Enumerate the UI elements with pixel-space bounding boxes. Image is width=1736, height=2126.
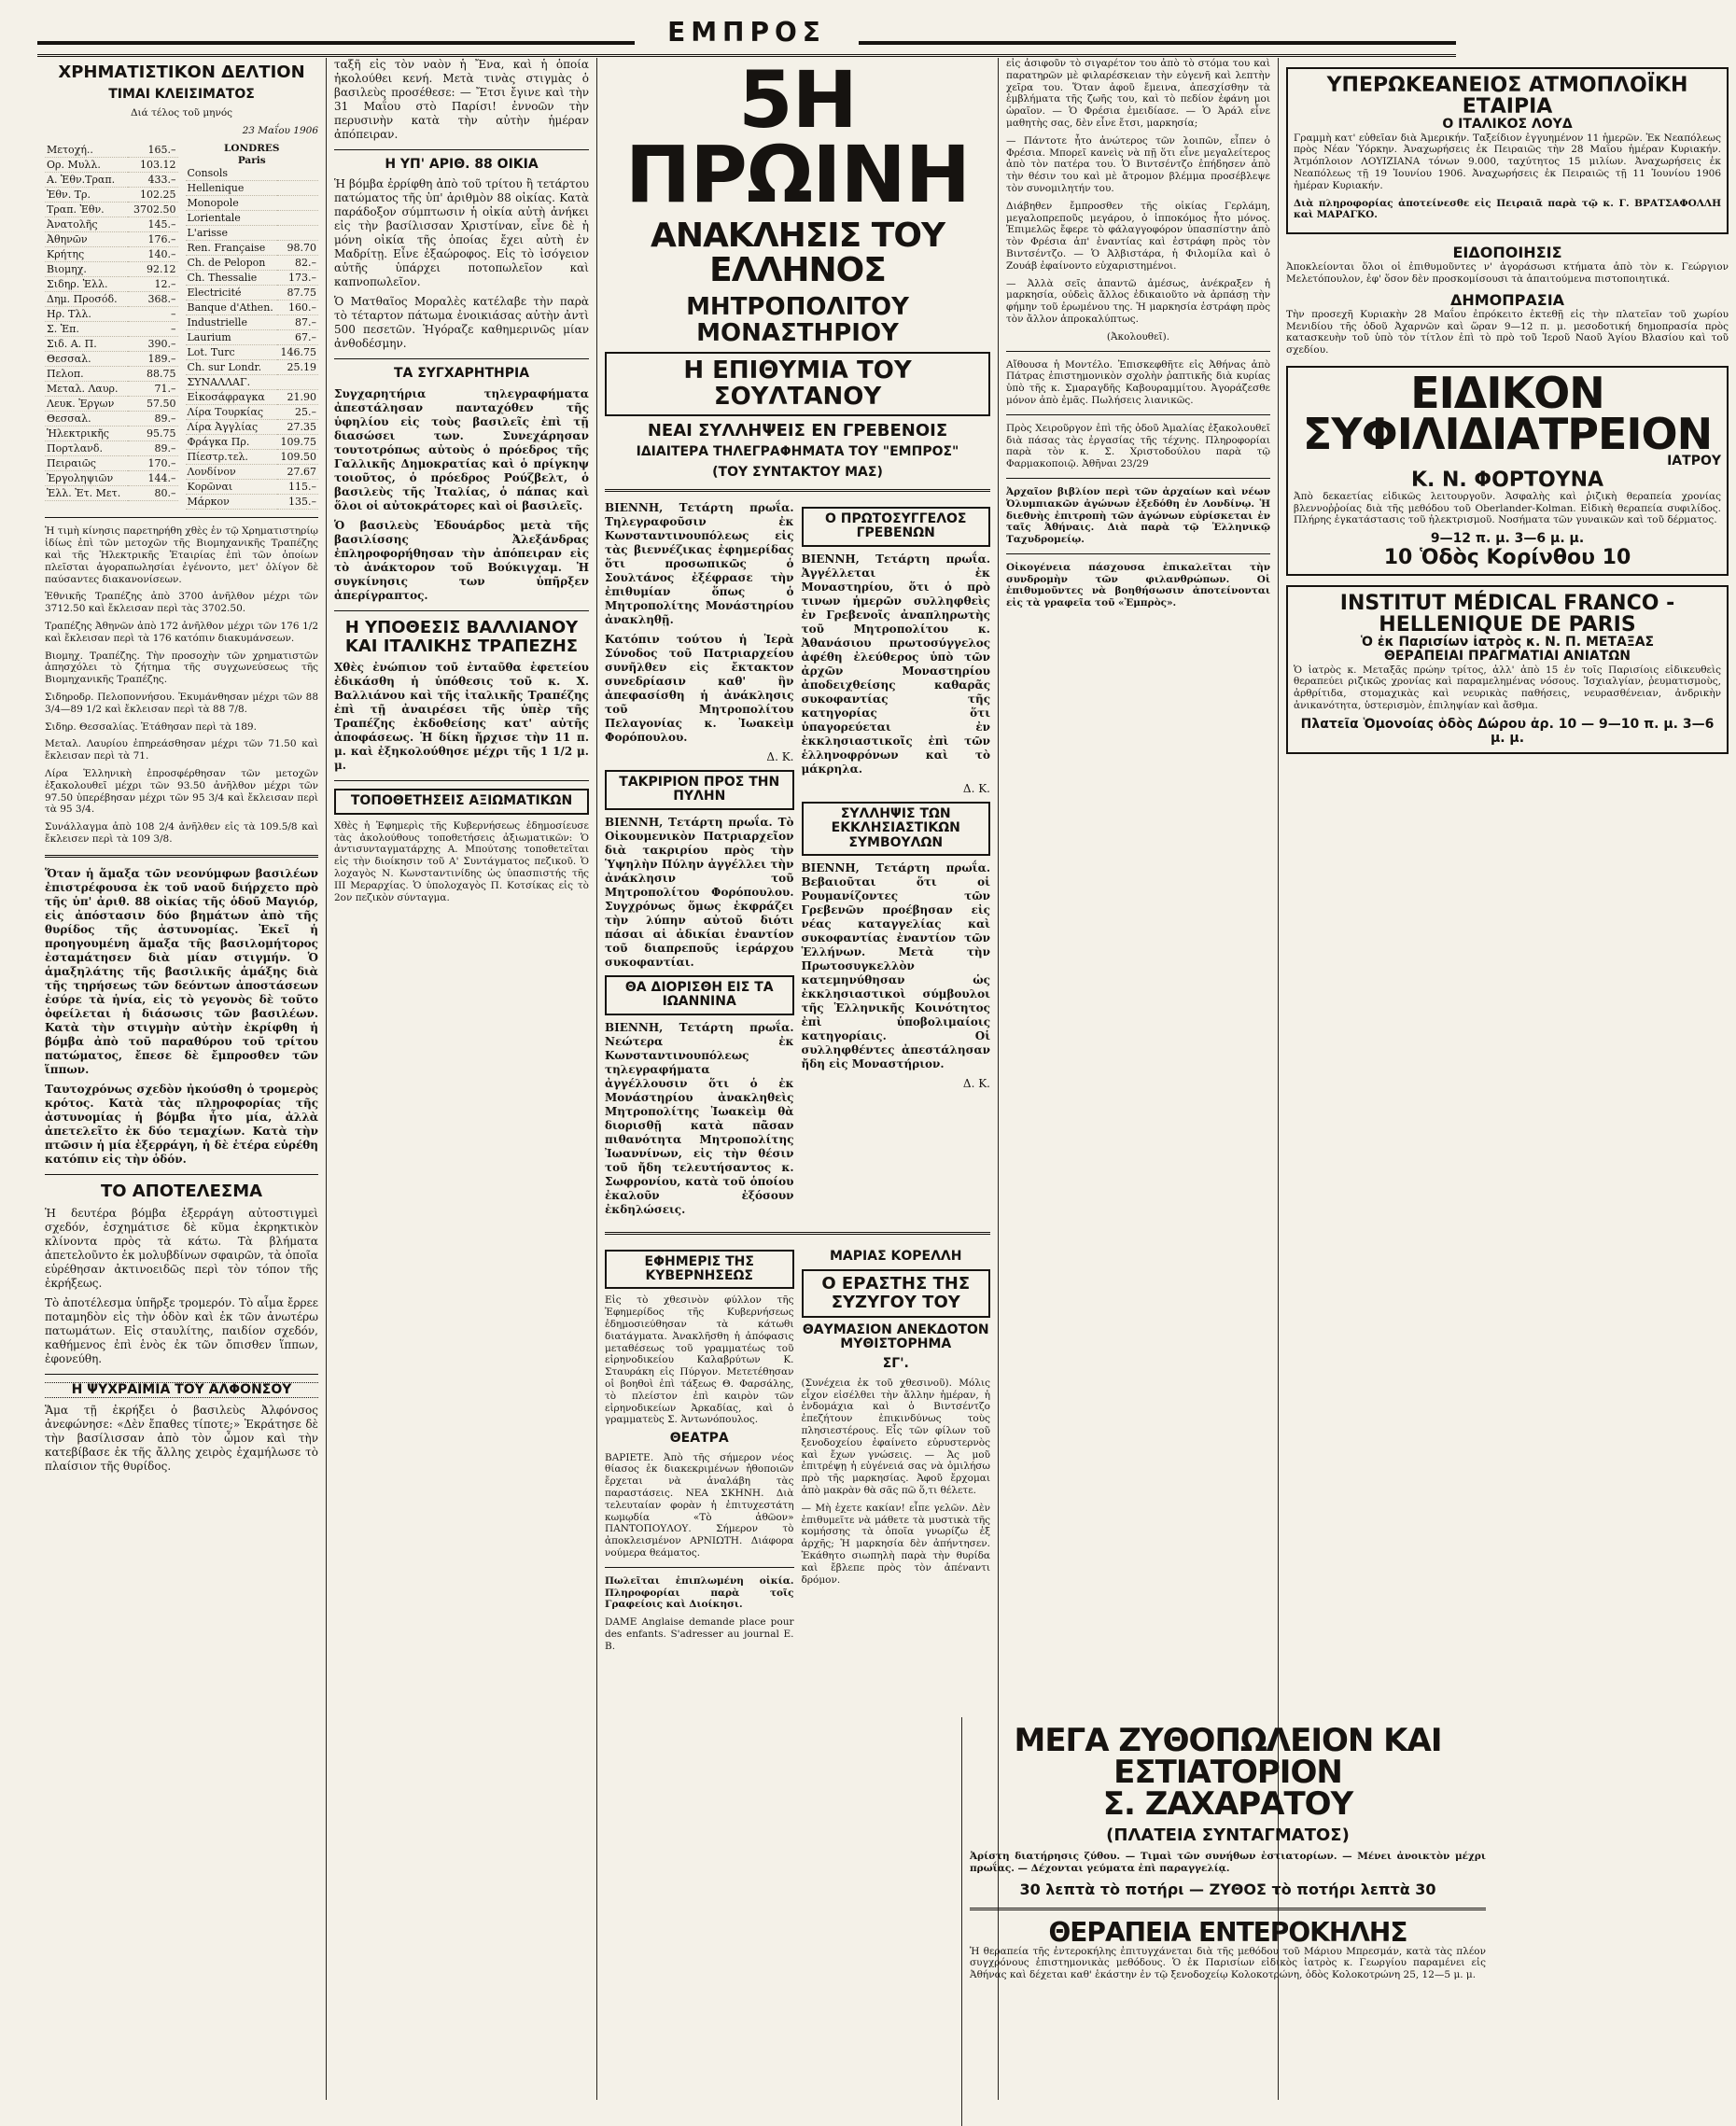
- rate-value: 82.–: [277, 256, 318, 271]
- market-note: Σιδηροδρ. Πελοποννήσου. Ἐκυμάνθησαν μέχρι τῶν 88 3/4—89 1/2 καὶ ἔκλεισαν περὶ τὰ 88 7/8.: [45, 691, 318, 715]
- congratulations-text: Συγχαρητήρια τηλεγραφήματα ἀπεστάλησαν πανταχόθεν τῆς ὑφηλίου εἰς τοὺς βασιλεῖς ἐπὶ τῇ διασώσει των. Συνεχάρησαν τουτοτρόπως αὐτοὺς ὁ πρόεδρος τῆς Γαλλικῆς Δημοκρατίας καὶ ὁ πρίγκηψ τοιοῦτος, ὁ πρόεδρος Ρούζβελτ, ὁ βασιλεὺς τῆς Ἰταλίας, ὁ πάπας καὶ ὅλοι οἱ αὐτοκράτορες καὶ οἱ βασιλεῖς.: [334, 386, 589, 512]
- divider: [1006, 414, 1270, 415]
- serial-episode: ΣΓ'.: [882, 1356, 909, 1372]
- market-note: Συνάλλαγμα ἀπὸ 108 2/4 ἀνῆλθεν εἰς τὰ 109.5/8 καὶ ἔκλεισεν περὶ τὰ 109 3/8.: [45, 821, 318, 845]
- case-text: Χθὲς ἐνώπιον τοῦ ἐνταῦθα ἐφετείου ἐδικάσθη ἡ ὑπόθεσις τοῦ κ. Χ. Βαλλιάνου καὶ τῆς ἰταλικῆς Τραπέζης ἐπὶ τῇ ἀναιρέσει τῆς ὑπὲρ τῆς Τραπέζης ἐκδοθείσης κατ' αὐτῆς ἀποφάσεως. Ἡ δίκη ἤρχισε τὴν 11 π. μ. καὶ ἐξηκολούθησε μέχρι τῆς 1 1/2 μ. μ.: [334, 661, 589, 773]
- house-heading: Η ΥΠ' ΑΡΙΘ. 88 ΟΙΚΙΑ: [385, 157, 539, 172]
- institute-ad-title: INSTITUT MÉDICAL FRANCO - HELLENIQUE DE PARIS: [1339, 591, 1675, 636]
- rates-row-left: [45, 217, 178, 231]
- steamship-ad-agent: Διὰ πληροφορίας ἀποτείνεσθε εἰς Πειραιᾶ παρὰ τῷ κ. Γ. ΒΡΑΤΣΑΦΟΛΛΗ καὶ ΜΑΡΑΓΚΟ.: [1294, 197, 1721, 221]
- rate-label: Μεταλ. Λαυρ.: [45, 381, 128, 396]
- rate-label: Α. Ἐθν.Τραπ.: [45, 172, 128, 187]
- calm-text: Ἅμα τῇ ἐκρήξει ὁ βασιλεὺς Ἀλφόνσος ἀνεφώνησε: «Δὲν ἔπαθες τίποτε;» Ἐκράτησε δὲ τὴν βασίλισσαν ἀπὸ τὸν ὦμον καὶ τὴν κατεβίβασε ἐκ τῆς ἄλλης χειρὸς ἐχαμήλωσε τὸ πλαίσιον τῆς θυρίδος.: [45, 1403, 318, 1473]
- case-heading: Η ΥΠΟΘΕΣΙΣ ΒΑΛΛΙΑΝΟΥ ΚΑΙ ΙΤΑΛΙΚΗΣ ΤΡΑΠΕΖΗΣ: [344, 617, 579, 656]
- divider: [605, 1567, 794, 1568]
- steamship-ad-subtitle: Ο ΙΤΑΛΙΚΟΣ ΛΟΥΔ: [1442, 117, 1573, 133]
- lead-banner-2: ΑΝΑΚΛΗΣΙΣ ΤΟΥ ΕΛΛΗΝΟΣ: [650, 216, 945, 290]
- rate-label: Λευκ. Ἐργων: [45, 396, 128, 411]
- rates-row-left: [45, 321, 178, 336]
- rates-row-left: [45, 291, 178, 306]
- result-heading: ΤΟ ΑΠΟΤΕΛΕΣΜΑ: [100, 1181, 263, 1201]
- calm-heading: Η ΨΥΧΡΑΙΜΙΑ ΤΟΥ ΑΛΦΟΝΣΟΥ: [45, 1382, 318, 1398]
- rate-label: Λίρα Τουρκίας: [186, 405, 278, 420]
- serial-continued-1: εἰς ἀσιφοῦν τὸ σιγαρέτον του ἀπὸ τὸ στόμα του καὶ παρατηρῶν μὲ φιλαρέσκειαν τὴν εὐγενῆ καὶ λεπτὴν χεῖρα του. Ὅταν ἀφοῦ ἔμεινα, ἀπεσχίσθην τὰ ἐμβλήματα τῆς ζωῆς του, καὶ τὸ πεδίον ἐφάνη μοι ὡραῖον. — Ὁ Φρέσια ἐμειδίασε. — Ὁ Ἀράλ εἶνε μαθητὴς σας, δὲν εἶνε ἔτσι, μαρκησία;: [1006, 58, 1270, 129]
- rates-row-right: [186, 435, 319, 450]
- divider: [605, 1232, 990, 1235]
- bomb-article: Ὅταν ἡ ἅμαξα τῶν νεονύμφων βασιλέων ἐπιστρέφουσα ἐκ τοῦ ναοῦ διήρχετο πρὸ τῆς ὑπ' ἀριθ. 88 οἰκίας τῆς ὁδοῦ Μαγιόρ, εἰς ἀπόστασιν δύο βημάτων ἀπὸ τῆς θυρίδος τῆς ἀστυνομίας. Ἐκεῖ ἡ προηγουμένη ἅμαξα τῆς βασιλομήτορος ἐσταμάτησεν διὰ μίαν στιγμήν. Ὁ ἁμαξηλάτης τῆς βασιλικῆς ἁμάξης διὰ τῆς τηρήσεως τῶν δεόντων ἀποστάσεων ἐσύρε τὰ ἡνία, εἰς τὸ γεγονὸς δὲ τοῦτο ὀφείλεται ἡ διάσωσις τῶν βασιλέων. Κατὰ τὴν στιγμὴν αὐτὴν ἐκρίφθη ἡ βόμβα ἀπὸ τοῦ παραθύρου τοῦ τρίτου πατώματος, ἔπεσε δὲ ἔμπροσθεν τῶν ἵππων.: [45, 866, 318, 1076]
- rates-row-left: [45, 455, 178, 470]
- rate-label: Banque d'Athen.: [186, 301, 278, 315]
- signature: Δ. Κ.: [962, 1077, 990, 1091]
- sale-notice: Πωλεῖται ἐπιπλωμένη οἰκία. Πληροφορίαι παρὰ τοῖς Γραφείοις καὶ Διοίκησι.: [605, 1574, 794, 1611]
- institute-ad-address: Πλατεῖα Ὁμονοίας ὁδὸς Δώρου ἀρ. 10 — 9—10 π. μ. 3—6 μ. μ.: [1300, 716, 1715, 747]
- rate-label: Industrielle: [186, 315, 278, 330]
- market-note: Τραπέζης Ἀθηνῶν ἀπὸ 172 ἀνῆλθον μέχρι τῶν 176 1/2 καὶ ἔκλεισαν περὶ τὰ 176 κατόπιν διακυμάνσεων.: [45, 620, 318, 644]
- lead-banner-4: Η ΕΠΙΘΥΜΙΑ ΤΟΥ ΣΟΥΛΤΑΝΟΥ: [605, 352, 990, 415]
- institute-ad-doctor: Ὁ ἐκ Παρισίων ἰατρὸς κ. Ν. Π. ΜΕΤΑΞΑΣ: [1360, 634, 1655, 650]
- rates-row-left: [45, 187, 178, 202]
- divider: [45, 1174, 318, 1175]
- rate-value: 3702.50: [128, 202, 177, 217]
- rate-label: Ἐργοληψιῶν: [45, 470, 128, 485]
- masthead-right-rule: [859, 41, 1456, 45]
- house-text: Ἡ βόμβα ἐρρίφθη ἀπὸ τοῦ τρίτου ἢ τετάρτου πατώματος τῆς ὑπ' ἀριθμὸν 88 οἰκίας. Κατὰ παράδοξον σύμπτωσιν ἡ οἰκία αὐτὴ ἀνήκει εἰς τὴν βασίλισσαν Χριστίναν, εἶνε δὲ ἡ μόνη οἰκία τῆς ὁποίας ἔχει αὐτὴ ἐν Μαδρίτῃ. Εἶνε ἐξαώροφος. Εἰς τὸ ἰσόγειον αὐτῆς ὑπάρχει ποτοπωλεῖον καὶ καπνοπωλεῖον.: [334, 177, 589, 289]
- rates-row-right: [186, 226, 319, 241]
- rates-row-left: [45, 172, 178, 187]
- rates-row-right: [186, 301, 319, 315]
- steamship-ad-text: Γραμμὴ κατ' εὐθεῖαν διὰ Ἀμερικήν. Ταξείδιον ἐγγυημένον 11 ἡμερῶν. Ἐκ Νεαπόλεως πρὸς Νέαν Ὑόρκην. Ἀναχωρήσεις ἐκ Πειραιῶς τὴν 28 Μαΐου ἡμέραν Κυριακήν. Ἀτμόπλοιον ΛΟΥΙΖΙΑΝΑ τόνων 9.000, ταχύτητος 15 μιλίων. Ἀναχωρήσεις ἐκ Νεαπόλεως τῇ 19 Ἰουνίου 1906. Ἀναχωρήσεις ἐκ Πειραιῶς τῇ 11 Ἰουνίου 1906 ἡμέραν Κυριακήν.: [1294, 132, 1721, 191]
- rate-label: Κρήτης: [45, 246, 128, 261]
- column-financial: [37, 58, 327, 2100]
- result-text-2: Τὸ ἀποτέλεσμα ὑπῆρξε τρομερόν. Τὸ αἷμα ἔρρεε ποταμηδὸν εἰς τὴν ὁδὸν καὶ ἐκ τῶν ἀνωτέρω πατωμάτων. Εἰς σταυλίτης, παιδίον σχεδόν, καθήμενος ἐπὶ ἑνὸς ἐκ τῶν ὄπισθεν ἵππων, ἐφονεύθη.: [45, 1295, 318, 1365]
- government-gazette-heading: ΕΦΗΜΕΡΙΣ ΤΗΣ ΚΥΒΕΡΝΗΣΕΩΣ: [605, 1250, 794, 1290]
- rate-label: L'arisse: [186, 226, 278, 241]
- end-of-month-label: Διά τέλος τοῦ μηνός: [130, 107, 233, 119]
- divider: [45, 517, 318, 518]
- arrest-heading: ΣΥΛΛΗΨΙΣ ΤΩΝ ΕΚΚΛΗΣΙΑΣΤΙΚΩΝ ΣΥΜΒΟΥΛΩΝ: [802, 802, 991, 856]
- newspaper-title: ΕΜΠΡΟΣ: [667, 17, 826, 48]
- brewery-ad-title: ΜΕΓΑ ΖΥΘΟΠΩΛΕΙΟΝ ΚΑΙ ΕΣΤΙΑΤΟΡΙΟΝ: [1014, 1722, 1442, 1791]
- steamship-ad-title: ΥΠΕΡΩΚΕΑΝΕΙΟΣ ΑΤΜΟΠΛΟΪΚΗ ΕΤΑΙΡΙΑ: [1326, 74, 1688, 119]
- rate-label: Δημ. Προσόδ.: [45, 291, 128, 306]
- rate-label: Κορῶναι: [186, 480, 278, 495]
- rates-row-right: [186, 345, 319, 360]
- rates-row-right: [186, 271, 319, 286]
- rates-row-left: [45, 351, 178, 366]
- rate-label: Φράγκα Πρ.: [186, 435, 278, 450]
- serial-text-2: — Μὴ ἐχετε κακίαν! εἶπε γελῶν. Δὲν ἐπιθυμεῖτε νὰ μάθετε τὰ μυστικὰ τῆς κομήσσης τὰ ὁποῖα γνωρίζω ἐξ ἀρχῆς; Ἡ μαρκησία δὲν ἀπήντησεν. Ἐκάθητο σιωπηλὴ παρὰ τὴν θυρίδα καὶ ἔβλεπε πρὸς τὸν ἀπέναντι δρόμον.: [801, 1502, 990, 1586]
- rate-label: Hellenique: [186, 181, 278, 196]
- rates-row-left: [45, 485, 178, 500]
- clinic-ad-title: ΕΙΔΙΚΟΝ ΣΥΦΙΛΙΔΙΑΤΡΕΙΟΝ: [1302, 367, 1713, 459]
- market-notes: [45, 525, 318, 845]
- rates-row-right: [186, 480, 319, 495]
- rate-label: Μετοχή..: [45, 143, 128, 158]
- vienna-report-1: ΒΙΕΝΝΗ, Τετάρτη πρωΐα. Τηλεγραφοῦσιν ἐκ Κωνσταντινουπόλεως εἰς τὰς βιεννέζικας ἐφημερίδας ὅτι προσωπικῶς ὁ Σουλτάνος ἐξέφρασε τὴν ἐπιθυμίαν ὅπως ὁ Μητροπολίτης Μονάστηρίου ἀνακληθῇ.: [605, 501, 794, 627]
- rates-row-right: [186, 286, 319, 301]
- rate-label: Πελοπ.: [45, 366, 128, 381]
- rate-label: Λονδίνον: [186, 465, 278, 480]
- rate-label: Θεσσαλ.: [45, 351, 128, 366]
- rate-label: Ch. de Pelopon: [186, 256, 278, 271]
- ioannina-heading: ΘΑ ΔΙΟΡΙΣΘΗ ΕΙΣ ΤΑ ΙΩΑΝΝΙΝΑ: [605, 975, 794, 1015]
- brewery-ad-name: Σ. ΖΑΧΑΡΑΤΟΥ: [1102, 1785, 1353, 1823]
- rate-value: 88.75: [128, 366, 177, 381]
- rate-label: Ἑλλ. Ἐτ. Μετ.: [45, 485, 128, 500]
- intro-text: ταξῆ εἰς τὸν ναὸν ἡ Ἔνα, καὶ ἡ ὁποία ἠκολούθει κενή. Μετὰ τινὰς στιγμὰς ὁ βασιλεὺς προσέθεσε: — Ἔτσι ἔγινε καὶ τὴν 31 Μαΐου στὸ Παρίσι! ἐννοῶν τὴν περυσινὴν κατὰ τὴν αὐτὴν ἡμέραν ἀπόπειραν.: [334, 58, 589, 141]
- rates-row-left: [45, 246, 178, 261]
- closing-prices-title: ΤΙΜΑΙ ΚΛΕΙΣΙΜΑΤΟΣ: [108, 86, 255, 102]
- rates-table-left: [45, 143, 178, 501]
- divider: [605, 489, 990, 492]
- lead-banner-5: ΝΕΑΙ ΣΥΛΛΗΨΕΙΣ ΕΝ ΓΡΕΒΕΝΟΙΣ: [647, 420, 948, 441]
- rate-value: 25.–: [277, 405, 318, 420]
- rates-row-left: [45, 396, 178, 411]
- rates-row-left: [45, 202, 178, 217]
- rate-value: [277, 196, 318, 211]
- rate-value: 27.67: [277, 465, 318, 480]
- rates-row-right: [186, 196, 319, 211]
- market-note: Μεταλ. Λαυρίου ἐπηρεάσθησαν μέχρι τῶν 71.50 καὶ ἔκλεισαν περὶ τὰ 71.: [45, 738, 318, 762]
- auction-text: Τὴν προσεχῆ Κυριακὴν 28 Μαΐου ἐπρόκειτο ἐκτεθῇ εἰς τὴν πλατεῖαν τοῦ χωρίου Μενιδίου τῆς ὁδοῦ Ἀχαρνῶν καὶ ὥραν 9—12 π. μ. μεσοδοτική δημοπρασία πρὸς κατασκευὴν τοῦ ὑπὸ τὸν τίτλον ἐπὶ τὸ πρὸ τοῦ Ἱεροῦ Ναοῦ Ἁγίου Βλασίου καὶ τοῦ σχεδίου.: [1286, 308, 1729, 357]
- rates-row-left: [45, 381, 178, 396]
- appointments-text: Χθὲς ἡ Ἐφημερὶς τῆς Κυβερνήσεως ἐδημοσίευσε τὰς ἀκολούθους τοποθετήσεις ἀξιωματικῶν: Ὁ ἀντισυνταγματάρχης Α. Μπούτσης τοποθετεῖται εἰς τὴν διοίκησιν τοῦ Α' Συντάγματος πεζικοῦ. Ὁ λοχαγὸς Ν. Κωνσταντινίδης ὡς ὑπασπιστής τῆς ΙΙΙ Μεραρχίας. Ὁ ὑπολοχαγὸς Π. Κοτσίκας εἰς τὸ 2ον πεζικὸν σύνταγμα.: [334, 819, 589, 903]
- rate-label: Μάρκον: [186, 495, 278, 510]
- serial-author: ΜΑΡΙΑΣ ΚΟΡΕΛΛΗ: [830, 1248, 962, 1264]
- rate-label: Ch. sur Londr.: [186, 360, 278, 375]
- institute-ad: [1286, 585, 1729, 754]
- lead-banner-7: (ΤΟΥ ΣΥΝΤΑΚΤΟΥ ΜΑΣ): [712, 464, 883, 480]
- clinic-ad-doctor: Κ. Ν. ΦΟΡΤΟΥΝΑ: [1410, 468, 1604, 492]
- rate-value: 87.–: [277, 315, 318, 330]
- ioannina-text: ΒΙΕΝΝΗ, Τετάρτη πρωΐα. Νεώτερα ἐκ Κωνσταντινουπόλεως τηλεγραφήματα ἀγγέλλουσιν ὅτι ὁ ἐκ Μονάστηρίου ἀνακληθεὶς Μητροπολίτης Ἰωακεὶμ θὰ διορισθῇ κατὰ πᾶσαν πιθανότητα Μητροπολίτης Ἰωαννίνων, εἰς τὴν θέσιν τοῦ ἤδη τελευτήσαντος κ. Σωφρονίου, κατὰ τοῦ ὁποίου ἐκαλοῦν ἐξόσουν ἐκδηλώσεις.: [605, 1020, 794, 1216]
- rate-value: [277, 166, 318, 181]
- rates-row-right: [186, 241, 319, 256]
- brewery-ad-place: (ΠΛΑΤΕΙΑ ΣΥΝΤΑΓΜΑΤΟΣ): [1106, 1825, 1350, 1845]
- rates-row-left: [45, 276, 178, 291]
- rates-row-left: [45, 441, 178, 455]
- serial-continued-2: — Πάντοτε ἦτο ἀνώτερος τῶν λοιπῶν, εἶπεν ὁ Φρέσια. Μπορεῖ κανεὶς νὰ πῇ ὅτι εἶνε μεγαλείτερος ἀπὸ τὸν πατέρα του. Ὁ Βιντσέντζο ἐπήδησεν ἀπὸ τὴν θέσιν του καὶ μὲ ἄτρομον βλέμμα προσέβλεψε τὸν συνομιλητήν του.: [1006, 134, 1270, 194]
- rate-value: 57.50: [128, 396, 177, 411]
- institute-ad-text: Ὁ ἰατρὸς κ. Μεταξᾶς πρώην τρίτος, ἀλλ' ἀπὸ 15 ἐν τοῖς Παρισίοις εἰδικευθεὶς θεραπεύει ριζικῶς χρονίας καὶ παραμελημένας νόσους. Ἰσχιαλγίαν, ῥευματισμοὺς, ἀρθρίτιδα, στομαχικὰς καὶ νευρικὰς παθήσεις, νευρασθένειαν, ἀνδρικὴν ἀνικανότητα, ὑστερισμὸν, ἐπιληψίαν καὶ ἄσθμα.: [1294, 664, 1721, 712]
- rates-row-left: [45, 411, 178, 426]
- classified-ad-3: Ἀρχαῖον βιβλίον περὶ τῶν ἀρχαίων καὶ νέων Ὀλυμπιακῶν ἀγώνων ἐξεδόθη ἐν Λονδίνῳ. Ἡ διεθνὴς ἐπιτροπὴ τῶν ἀγώνων εὑρίσκεται ἐν ταῖς Ἀθήναις. Διὰ παρὰ τῷ Ἑλληνικῷ Ταχυδρομείῳ.: [1006, 485, 1270, 546]
- rate-value: 102.25: [128, 187, 177, 202]
- serial-text: (Συνέχεια ἐκ τοῦ χθεσινοῦ). Μόλις εἶχον εἰσέλθει τὴν ἄλλην ἡμέραν, ἡ ἐνδομάχια καὶ ὁ Βιντσέντζο ἐπεζήτουν ἐπικινδύνως τοὺς πλησιεστέρους. Εἷς τῶν φίλων τοῦ ξενοδοχείου ἐφαίνετο εὐρυστερνὸς καὶ ἔχων γνώσεις. — Ἀς μοῦ ἐπιτρέψῃ ἡ εὐγένειά σας νὰ ὁμιλήσω πρὸ τῆς μαρκησίας. Ἀφοῦ ἔρχομαι ἀπὸ μακρὰν θὰ σᾶς πῶ ὅ,τι θέλετε.: [801, 1377, 990, 1496]
- clinic-ad-address: 10 Ὁδὸς Κορίνθου 10: [1383, 545, 1631, 569]
- rate-value: 98.70: [277, 241, 318, 256]
- bomb-article-cont: Ταυτοχρόνως σχεδὸν ἠκούσθη ὁ τρομερὸς κρότος. Κατὰ τὰς πληροφορίας τῆς ἀστυνομίας ἡ βόμβα ἦτο μία, ἀλλὰ ἀπετελεῖτο ἐκ δύο τεμαχίων. Κατὰ τὴν πτῶσιν ἡ μία ἐξερράγη, ἡ δὲ ἑτέρα εὑρέθη κατόπιν εἰς τὴν ὁδόν.: [45, 1082, 318, 1166]
- lead-two-columns: [605, 501, 990, 1223]
- rate-label: Lot. Turc: [186, 345, 278, 360]
- rate-label: Τραπ. Ἐθν.: [45, 202, 128, 217]
- rate-label: Σιδ. Α. Π.: [45, 336, 128, 351]
- rate-value: 145.–: [128, 217, 177, 231]
- lead-banner-1: 5Η ΠΡΩΙΝΗ: [624, 54, 971, 220]
- to-be-continued: (Ἀκολουθεῖ).: [1106, 330, 1170, 343]
- rates-row-right: [186, 315, 319, 330]
- rate-value: 160.–: [277, 301, 318, 315]
- signature: Δ. Κ.: [766, 750, 794, 764]
- rate-value: 25.19: [277, 360, 318, 375]
- rates-row-right: [186, 465, 319, 480]
- rate-label: Lorientale: [186, 211, 278, 226]
- rate-label: Βιομηχ.: [45, 261, 128, 276]
- clinic-ad-text: Ἀπὸ δεκαετίας εἰδικῶς λειτουργοῦν. Ἀσφαλὴς καὶ ῥιζικὴ θεραπεία χρονίας βλεννοῤῥοίας διὰ τῆς μεθόδου τοῦ Oberlander-Kolman. Εἰδικὴ θεραπεία συφιλίδος. Πλήρης ἐγκατάστασις τοῦ ἠλεκτρισμοῦ. Νοσήματα τῶν γυναικῶν καὶ τοῦ δέρματος.: [1294, 490, 1721, 526]
- rate-label: Monopole: [186, 196, 278, 211]
- rate-value: 92.12: [128, 261, 177, 276]
- serial-continued-4: — Ἀλλὰ σεῖς ἀπαντῶ ἀμέσως, ἀνέκραξεν ἡ μαρκησία, οὐδεὶς ἄλλος ἐδικαιοῦτο νὰ ἀρπάσῃ τὴν φήμην τοῦ ἐρωμένου της. Ἡ μαρκησία ἐστράφη πρὸς τὸν ἄλλον ἀπροκαλύπτως.: [1006, 277, 1270, 325]
- rate-value: 109.75: [277, 435, 318, 450]
- rates-row-right: [186, 211, 319, 226]
- rates-table-wrapper: [45, 143, 318, 511]
- rate-value: 165.–: [128, 143, 177, 158]
- rate-label: Electricité: [186, 286, 278, 301]
- rates-row-left: [45, 306, 178, 321]
- theatres-heading: ΘΕΑΤΡΑ: [669, 1431, 729, 1447]
- protosyncellus-heading: Ο ΠΡΩΤΟΣΥΓΓΕΛΟΣ ΓΡΕΒΕΝΩΝ: [802, 507, 991, 547]
- institute-ad-line: ΘΕΡΑΠΕΙΑΙ ΠΡΑΓΜΑΤΙΑΙ ΑΝΙΑΤΩΝ: [1384, 649, 1631, 664]
- rate-label: Σιδηρ. Ἑλλ.: [45, 276, 128, 291]
- rate-label: Ch. Thessalie: [186, 271, 278, 286]
- vienna-report-1b: Κατόπιν τούτου ἡ Ἱερὰ Σύνοδος τοῦ Πατριαρχείου συνῆλθεν εἰς ἔκτακτον συνεδρίασιν καθ' ἣν ἀπεφασίσθη ἡ ἀνάκλησις τοῦ Μητροπολίτου Πελαγονίας κ. Ἰωακεὶμ Φορόπουλου.: [605, 633, 794, 745]
- rate-value: 89.–: [128, 441, 177, 455]
- clinic-ad: [1286, 366, 1729, 576]
- london-label: LONDRES: [223, 142, 280, 154]
- rates-row-left: [45, 143, 178, 158]
- appointments-heading: ΤΟΠΟΘΕΤΗΣΕΙΣ ΑΞΙΩΜΑΤΙΚΩΝ: [334, 789, 589, 814]
- rate-label: Ren. Française: [186, 241, 278, 256]
- rates-row-left: [45, 426, 178, 441]
- rate-value: 87.75: [277, 286, 318, 301]
- masthead: [37, 17, 1456, 57]
- rates-row-left: [45, 157, 178, 172]
- house-text-2: Ὁ Ματθαῖος Μοραλὲς κατέλαβε τὴν παρὰ τὸ τέταρτον πάτωμα ἐνοικιάσας αὐτὴν ἀντὶ 500 πεσετῶν. Ἡγόραζε καθημερινῶς μίαν ἀνθοδέσμην.: [334, 295, 589, 351]
- rate-label: Laurium: [186, 330, 278, 345]
- hernia-ad-text: Ἡ θεραπεία τῆς ἐντεροκήλης ἐπιτυγχάνεται διὰ τῆς μεθόδου τοῦ Μάριου Μπρεσμάν, κατὰ τὰς πλέον συγχρόνους ἐπιστημονικὰς μεθόδους. Ὁ ἐκ Παρισίων εἰδικὸς ἰατρὸς κ. Γεωργίου παραμένει εἰς Ἀθήνας καὶ δέχεται καθ' ἑκάστην ἐν τῷ ξενοδοχείῳ Κολοκοτρώνη, ὁδὸς Κολοκοτρώνη 25, 12—5 μ. μ.: [970, 1945, 1486, 1981]
- classified-ad-2: Πρὸς Χειροῦργον ἐπὶ τῆς ὁδοῦ Ἀμαλίας ἐξακολουθεῖ διὰ πάσας τὰς ἐργασίας τῆς τέχνης. Πληροφορίαι παρὰ τὸν κ. Σ. Χριστοδούλου παρὰ τῷ Φαρμακοποιῷ. Ἀθῆναι 23/29: [1006, 422, 1270, 470]
- market-note: Σιδηρ. Θεσσαλίας. Ἐτάθησαν περὶ τὰ 189.: [45, 720, 257, 733]
- classified-ad-1: Αἴθουσα ἡ Μοντέλο. Ἐπισκεφθῆτε εἰς Ἀθήνας ἀπὸ Πάτρας ἐπιστημονικὸν σχολὴν ῥαπτικῆς διὰ κυρίας ὑπὸ τῆς κ. Σμαραγδῆς Καβουραμμίτου. Ἀγοράζεσθε μόνον ἀπὸ ἐμᾶς. Πωλήσεις λιανικῶς.: [1006, 358, 1270, 406]
- gate-text: ΒΙΕΝΝΗ, Τετάρτη πρωΐα. Τὸ Οἰκουμενικὸν Πατριαρχεῖον διὰ τακριρίου πρὸς τὴν Ὑψηλὴν Πύλην ἀγγέλλει τὴν ἀνάκλησιν τοῦ Μητροπολίτου Φορόπουλου. Συγχρόνως ὅμως ἐκφράζει τὴν λύπην αὐτοῦ διότι πάσαι αἱ ἀδικίαι ἐναντίον τοῦ διαπρεποῦς ἱεράρχου συκοφαντίαι.: [605, 815, 794, 969]
- arrest-text: ΒΙΕΝΝΗ, Τετάρτη πρωΐα. Βεβαιοῦται ὅτι οἱ Ρουμανίζοντες τῶν Γρεβενῶν προέβησαν εἰς νέας καταγγελίας καὶ συκοφαντίας ἐναντίον τῶν Ἑλλήνων. Μετὰ τὴν Πρωτοσυγκελλὸν κατεμηνύθησαν ὡς ἐκκλησιαστικοὶ σύμβουλοι τῆς Ἑλληνικῆς Κοινότητος ἐπὶ ὑποβολιμαίοις κατηγορίαις. Οἱ συλληφθέντες ἀπεστάλησαν ἤδη εἰς Μοναστήριον.: [801, 861, 990, 1071]
- divider: [334, 149, 589, 150]
- rate-label: Ηρ. Τλλ.: [45, 306, 128, 321]
- rate-value: 95.75: [128, 426, 177, 441]
- rates-row-left: [45, 366, 178, 381]
- rate-value: 12.–: [128, 276, 177, 291]
- rates-row-right: [186, 166, 319, 181]
- clinic-ad-subtitle: ΙΑΤΡΟΥ: [1667, 454, 1721, 469]
- serial-subtitle: ΘΑΥΜΑΣΙΟΝ ΑΝΕΚΔΟΤΟΝ ΜΥΘΙΣΤΟΡΗΜΑ: [802, 1322, 989, 1352]
- rates-row-right: [186, 405, 319, 420]
- congratulations-heading: ΤΑ ΣΥΓΧΑΡΗΤΗΡΙΑ: [393, 366, 530, 382]
- notices-text: Ἀποκλείονται ὅλοι οἱ ἐπιθυμοῦντες ν' ἀγοράσωσι κτήματα ἀπὸ τὸν κ. Γεώργιον Μελετόπουλον, ἐφ' ὅσον δὲν προσκομίσουσι τὰ ἀπαιτούμενα πιστοποιητικά.: [1286, 261, 1729, 285]
- rates-row-right: [186, 420, 319, 435]
- rate-label: Ορ. Μυλλ.: [45, 157, 128, 172]
- rate-value: 21.90: [277, 390, 318, 405]
- rate-value: 115.–: [277, 480, 318, 495]
- column-lead-story: [597, 54, 999, 2100]
- rate-value: –: [128, 306, 177, 321]
- result-text: Ἡ δευτέρα βόμβα ἐξερράγη αὐτοστιγμεὶ σχεδόν, ἐσχημάτισε δὲ κῦμα ἐκρηκτικὸν κλίνοντα πρὸς τὰ κάτω. Τὰ βλήματα ἀπετελοῦντο ἐκ μολυβδίνων σφαιρῶν, τὰ ὁποῖα εὑρέθησαν ἀκτινοειδῶς περὶ τὸν τόπον τῆς ἐκρήξεως.: [45, 1206, 318, 1290]
- rate-value: 71.–: [128, 381, 177, 396]
- divider: [334, 358, 589, 359]
- rate-value: [277, 211, 318, 226]
- rate-label: Πίεστρ.τελ.: [186, 450, 278, 465]
- rate-label: ΣΥΝΑΛΛΑΓ.: [186, 375, 278, 390]
- english-lady-notice: DAME Anglaise demande place pour des enfants. S'adresser au journal E. B.: [605, 1616, 794, 1652]
- rate-value: 103.12: [128, 157, 177, 172]
- divider: [334, 780, 589, 781]
- divider: [1006, 553, 1270, 554]
- rate-value: 67.–: [277, 330, 318, 345]
- column-news: [327, 58, 597, 2100]
- rates-row-right: [186, 375, 319, 390]
- rate-label: Ἡλεκτρικῆς: [45, 426, 128, 441]
- rate-label: Ἐθν. Τρ.: [45, 187, 128, 202]
- congratulations-text-2: Ὁ βασιλεὺς Ἐδουάρδος μετὰ τῆς βασιλίσσης Ἀλεξάνδρας ἐπληροφορήθησαν τὴν ἀπόπειραν εἰς τὸ ἀνάκτορον τοῦ Βούκιγχαμ. Ἡ συγκίνησις των ὑπῆρξεν ἀπερίγραπτος.: [334, 518, 589, 602]
- rates-row-right: [186, 390, 319, 405]
- rates-row-right: [186, 330, 319, 345]
- market-note: Λίρα Ἑλληνικὴ ἐπροσφέρθησαν τῶν μετοχῶν ἐξακολουθεῖ μέχρι τῶν 93.50 ἀνῆλθον μέχρι τῶν 97.50 ὑπερέβησαν μέχρι τῶν 95 3/4 καὶ ἔκλεισαν περὶ τὰ 95 3/4.: [45, 767, 318, 816]
- divider: [45, 855, 318, 858]
- rate-value: –: [128, 321, 177, 336]
- divider: [1006, 351, 1270, 352]
- brewery-ad-text: Ἀρίστη διατήρησις ζύθου. — Τιμαὶ τῶν συνήθων ἐστιατορίων. — Μένει ἀνοικτὸν μέχρι πρωΐας. — Δέχονται γεύματα ἐπὶ παραγγελίᾳ.: [970, 1851, 1486, 1874]
- theatres-text: ΒΑΡΙΕΤΕ. Ἀπὸ τῆς σήμερον νέος θίασος ἐκ διακεκριμένων ἠθοποιῶν ἔρχεται νὰ ἀναλάβη τὰς παραστάσεις. ΝΕΑ ΣΚΗΝΗ. Διὰ τελευταίαν φορὰν ἡ ἐπιτυχεστάτη κωμῳδία «Τὸ ἀθῶον» ΠΑΝΤΟΠΟΥΛΟΥ. Σήμερον τὸ ἀποκλεισμένον ΑΡΝΙΩΤΗ. Διάφορα νούμερα θεάματος.: [605, 1451, 794, 1559]
- rate-value: [277, 375, 318, 390]
- rate-label: Σ. Ἐπ.: [45, 321, 128, 336]
- rates-row-right: [186, 181, 319, 196]
- rate-label: Consols: [186, 166, 278, 181]
- rate-value: 176.–: [128, 231, 177, 246]
- rate-label: Πειραιῶς: [45, 455, 128, 470]
- auction-heading: ΔΗΜΟΠΡΑΣΙΑ: [1449, 290, 1565, 309]
- rates-row-right: [186, 360, 319, 375]
- hernia-ad-title: ΘΕΡΑΠΕΙΑ ΕΝΤΕΡΟΚΗΛΗΣ: [1048, 1916, 1407, 1948]
- rate-label: Θεσσαλ.: [45, 411, 128, 426]
- rate-label: Εἰκοσάφραγκα: [186, 390, 278, 405]
- rate-label: Λίρα Ἀγγλίας: [186, 420, 278, 435]
- rate-value: 189.–: [128, 351, 177, 366]
- brewery-ad-price: 30 λεπτὰ τὸ ποτήρι — ΖΥΘΟΣ τὸ ποτήρι λεπτὰ 30: [1019, 1880, 1436, 1898]
- market-note: Ἡ τιμὴ κίνησις παρετηρήθη χθὲς ἐν τῷ Χρηματιστηρίῳ ἰδίως ἐπὶ τῶν μετοχῶν τῆς Βιομηχανικῆς Τραπέζης καὶ τῆς Ἡλεκτρικῆς Ἑταιρίας ἐπὶ τῶν ὁποίων πλεῖσται ἀγοραπωλησίαι ἐγένοντο, μετ' ὀλίγον δὲ παύσαντες διακανονίσεων.: [45, 525, 318, 585]
- divider: [970, 1908, 1486, 1910]
- rates-row-left: [45, 231, 178, 246]
- brewery-ad: [961, 1717, 1493, 2126]
- divider: [334, 610, 589, 611]
- rate-value: 170.–: [128, 455, 177, 470]
- lead-banner-6: ΙΔΙΑΙΤΕΡΑ ΤΗΛΕΓΡΑΦΗΜΑΤΑ ΤΟΥ "ΕΜΠΡΟΣ": [636, 444, 959, 460]
- rates-row-left: [45, 336, 178, 351]
- lower-two-columns: [605, 1244, 990, 1658]
- gate-heading: ΤΑΚΡΙΡΙΟΝ ΠΡΟΣ ΤΗΝ ΠΥΛΗΝ: [605, 770, 794, 810]
- steamship-ad: [1286, 67, 1729, 234]
- divider: [1006, 478, 1270, 479]
- rate-label: Ἀθηνῶν: [45, 231, 128, 246]
- rate-label: Ἀνατολῆς: [45, 217, 128, 231]
- classified-ad-4: Οἰκογένεια πάσχουσα ἐπικαλεῖται τὴν συνδρομὴν τῶν φιλανθρώπων. Οἱ ἐπιθυμοῦντες νὰ βοηθήσωσιν ἀποτείνονται εἰς τὰ γραφεῖα τοῦ «Ἐμπρὸς».: [1006, 561, 1270, 609]
- rate-value: [277, 181, 318, 196]
- rate-value: 390.–: [128, 336, 177, 351]
- divider: [45, 1374, 318, 1375]
- financial-bulletin-title: ΧΡΗΜΑΤΙΣΤΙΚΟΝ ΔΕΛΤΙΟΝ: [58, 63, 305, 82]
- clinic-ad-hours: 9—12 π. μ. 3—6 μ. μ.: [1430, 531, 1585, 547]
- rates-row-right: [186, 495, 319, 510]
- serial-title: Ο ΕΡΑΣΤΗΣ ΤΗΣ ΣΥΖΥΓΟΥ ΤΟΥ: [802, 1269, 991, 1318]
- market-note: Ἐθνικῆς Τραπέζης ἀπὸ 3700 ἀνῆλθον μέχρι τῶν 3712.50 καὶ ἔκλεισαν περὶ τὰς 3702.50.: [45, 591, 318, 615]
- government-gazette-text: Εἰς τὸ χθεσινὸν φύλλον τῆς Ἐφημερίδος τῆς Κυβερνήσεως ἐδημοσιεύθησαν τὰ κάτωθι διατάγματα. Ἀνακλῆσθη ἡ ἀπόφασις μεταθέσεως τοῦ γραμματέως τοῦ εἰρηνοδικείου Καλαβρύτων Κ. Σταυράκη εἰς Πύργον. Μετετέθησαν οἱ βοηθοὶ ἐπὶ τάξεως Θ. Φαρσάλης, τὸ πλείστον ἐπὶ καιρὸν τῶν εἰρηνοδικείων Ἀρκαδίας, καὶ ὁ γραμματεὺς Σ. Ἀντωνόπουλος.: [605, 1294, 794, 1426]
- rate-value: 140.–: [128, 246, 177, 261]
- paris-label: Paris: [237, 154, 266, 166]
- rate-label: Πορτλανδ.: [45, 441, 128, 455]
- rate-value: 89.–: [128, 411, 177, 426]
- rate-value: 144.–: [128, 470, 177, 485]
- signature: Δ. Κ.: [962, 781, 990, 795]
- market-note: Βιομηχ. Τραπέζης. Τὴν προσοχὴν τῶν χρηματιστῶν ἀπησχόλει τὸ ζήτημα τῆς συγχωνεύσεως τῆς Βιομηχανικῆς Τραπέζης.: [45, 650, 318, 686]
- protosyncellus-text: ΒΙΕΝΝΗ, Τετάρτη πρωΐα. Ἀγγέλλεται ἐκ Μοναστηρίου, ὅτι ὁ πρὸ τινων ἡμερῶν συλληφθεὶς ἐν Γρεβενοῖς ἀναπληρωτὴς τοῦ Μητροπολίτου κ. Ἀθανάσιου πρωτοσύγγελος ἀφέθη ἐλεύθερος ὑπὸ τῶν ἀρχῶν Μοναστηρίου ἀποδειχθείσης καθαρᾶς συκοφαντίας τῆς κατηγορίας ὅτι ὑπαγορεύεται ἐν ἐκκλησιαστικοῖς ἐπὶ τῶν ἑλληνοφρόνων καὶ τὸ μάκρηλα.: [801, 552, 990, 776]
- serial-continued-3: Διάβηθεν ἔμπροσθεν τῆς οἰκίας Γερλάμη, μεγαλοπρεποῦς μεγάρου, ὁ ἱπποκόμος ἦτο μόνος. Ἐπιμελῶς ἔφερε τὸ φάλαγγοφόρον ὑπασπίστην ἀπὸ τὸν Φρέσια ἀπ' ἐναντίας καὶ ἐστράφη πρὸς τὸν Βιντσέντζο. — Ὁ Ἀλβιστάρα, ἡ Φιλομίλα καὶ ὁ Ζουάβ ἐφαίνοντο εὐχαριστημένοι.: [1006, 200, 1270, 272]
- rate-value: 135.–: [277, 495, 318, 510]
- rate-value: 27.35: [277, 420, 318, 435]
- rate-value: 146.75: [277, 345, 318, 360]
- rates-row-right: [186, 256, 319, 271]
- rates-row-left: [45, 470, 178, 485]
- lead-banner-3: ΜΗΤΡΟΠΟΛΙΤΟΥ ΜΟΝΑΣΤΗΡΙΟΥ: [686, 293, 909, 348]
- rates-row-left: [45, 261, 178, 276]
- rate-value: 368.–: [128, 291, 177, 306]
- rate-value: 433.–: [128, 172, 177, 187]
- notices-heading: ΕΙΔΟΠΟΙΗΣΙΣ: [1452, 244, 1562, 262]
- rate-value: 109.50: [277, 450, 318, 465]
- rate-value: 80.–: [128, 485, 177, 500]
- rate-value: [277, 226, 318, 241]
- market-date: 23 Μαΐου 1906: [242, 124, 318, 136]
- rate-value: 173.–: [277, 271, 318, 286]
- rates-table-right: [186, 166, 319, 510]
- rates-row-right: [186, 450, 319, 465]
